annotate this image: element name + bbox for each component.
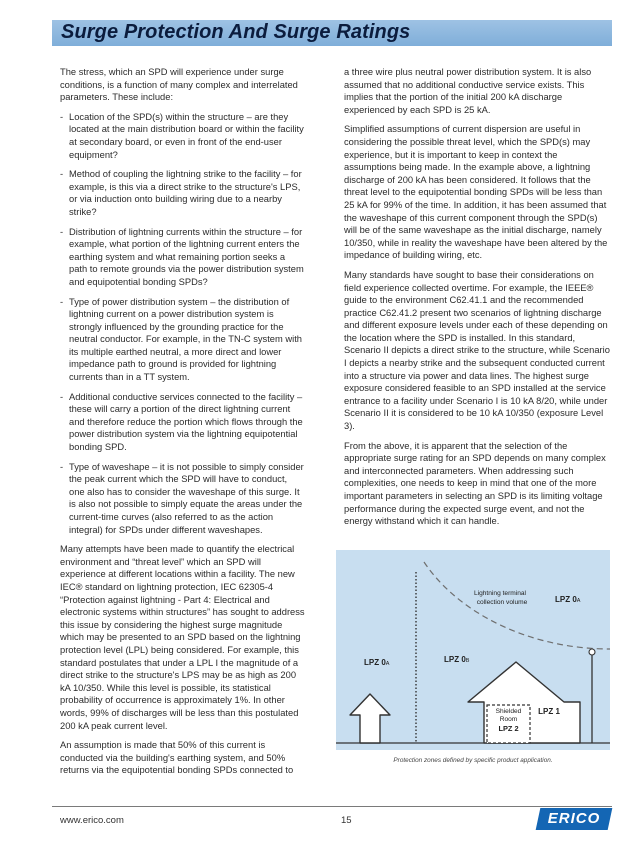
body-paragraph: Many standards have sought to base their considerations on field experience collected overtime. For example, the IEEE® guide to the environment C62.41.1 and the recommended practice C62.41.2 present two scenarios of lightning discharge and different exposure levels under each of these depending on the location where the SPD is installed. In this standard, Scenario II depicts a direct strike to the structure, while Scenario I depicts a nearby strike and the subsequent conducted current into a structure via power and data lines. The highest surge exposure considered feasible to an SPD installed at the service entrance to a facility under Scenario I is 10 kA 8/20, while under Scenario II it is considered to be 10 kA 10/350 (exposure Level 3). — [344, 269, 610, 432]
zone-label-0b-main: LPZ 0 — [444, 655, 466, 664]
terminal-label-line2: collection volume — [476, 599, 528, 606]
zone-label-0a-left-main: LPZ 0 — [364, 658, 386, 667]
list-item: - Distribution of lightning currents within the structure – for example, what portion of the lightning current enters the earthing system and what remaining portion seeks a path to remote grounds via the power distribution system and equipotential bonding SPDs? — [60, 226, 305, 289]
shielded-label-line1: Shielded — [495, 708, 522, 715]
right-column — [344, 66, 612, 535]
zone-label-0b-sub: B — [465, 658, 470, 664]
diagram-caption: Protection zones defined by specific product application. — [393, 757, 553, 764]
zone-label-lpz1: LPZ 1 — [538, 707, 560, 716]
intro-paragraph: The stress, which an SPD will experience under surge conditions, is a function of many complex and interrelated parameters. These include: — [60, 67, 298, 103]
zone-label-lpz2: LPZ 2 — [498, 724, 519, 733]
erico-logo — [538, 808, 610, 830]
page-number: 15 — [341, 815, 352, 826]
body-paragraph: a three wire plus neutral power distribution system. It is also assumed that no additional conductive service exists. This implies that the portion of the initial 200 kA discharge experienced by each SPD is 25 kA. — [344, 67, 592, 115]
list-item: - Location of the SPD(s) within the structure – are they located at the main distribution board or within the facility at secondary board, or even in front of the end-user equipment? — [60, 111, 305, 161]
footer-divider — [52, 806, 612, 807]
left-column — [60, 66, 305, 784]
body-paragraph: From the above, it is apparent that the selection of the appropriate surge rating for an SPD depends on many complex and interconnected parameters. When addressing such complexities, one needs to keep in mind that one of the more important parameters in selecting an SPD is its limiting voltage performance during the expected surge event, and not the energy withstand which it can handle. — [344, 440, 606, 527]
zone-label-0a-right-sub: A — [576, 598, 581, 604]
list-item: - Type of waveshape – it is not possible to simply consider the peak current which the SPD will have to conduct, one also has to consider the waveshape of this surge. It is also not possible to simply equate the areas under the current-time curves (also referred to as the action integral) for SPDs under different waveshapes. — [60, 461, 305, 537]
footer-url-link[interactable]: www.erico.com — [60, 815, 124, 826]
body-paragraph: An assumption is made that 50% of this current is conducted via the building's earthing system, and 50% returns via the equipotential bonding SPDs connected to — [60, 740, 294, 776]
list-item: - Additional conductive services connected to the facility – these will carry a portion of the direct lightning current and therefore reduce the portion which flows through the power distribution system via the lightning equipotential bonding SPD. — [60, 391, 305, 454]
body-paragraph: Simplified assumptions of current dispersion are useful in considering the possible threat level, which the SPD(s) may experience, but it is important to keep in context the assumptions being made. In the example above, a lightning discharge of 200 kA has been considered. It follows that the threat level to the equipotential bonding SPDs will be less than 25 kA for 99% of the time. In addition, it has been assumed that the waveshape of this current component through the SPD(s) will be of the same waveshape as the initial discharge, namely 10/350, while in reality the waveshape have been altered by the impedance of building wiring, etc. — [344, 124, 608, 261]
pole-terminal-icon — [589, 649, 595, 655]
title-bar — [52, 20, 612, 46]
zone-label-0a-right-main: LPZ 0 — [555, 595, 577, 604]
zone-label-0a-left-sub: A — [385, 661, 390, 667]
parameter-list — [60, 111, 305, 536]
shielded-label-line2: Room — [499, 716, 518, 723]
body-paragraph: Many attempts have been made to quantify the electrical environment and “threat level” which an SPD will experience at different locations within a facility. The new IEC® standard on lightning protection, IEC 62305-4 “Protection against lightning - Part 4: Electrical and electronic systems within structures” has sought to address this issue by considering the highest surge magnitude which may be presented to an SPD based on the lightning protection level (LPL) being considered. For example, this standard postulates that under a LPL I the magnitude of a direct strike to the structure's LPS may be as high as 200 kA 10/350. While this level is possible, its statistical probability of occurrence is approximately 1%. In other words, 99% of discharges will be less than this postulated 200 kA peak current level. — [60, 544, 305, 731]
logo-text: ERICO — [547, 810, 601, 827]
list-item: - Method of coupling the lightning strike to the facility – for example, is this via a direct strike to the structure's LPS, or via induction onto building wiring due to a nearby strike? — [60, 168, 305, 218]
list-item: - Type of power distribution system – the distribution of lightning current on a power distribution system is strongly influenced by the grounding practice for the neutral conductor. For example, in the TN-C system with its multiple earthed neutral, a more direct and lower impedance path to ground is provided for lightning currents than in a TT system. — [60, 296, 305, 384]
terminal-label-line1: Lightning terminal — [473, 590, 527, 597]
page-title: Surge Protection And Surge Ratings — [61, 21, 411, 43]
lightning-protection-zones-diagram — [336, 550, 610, 750]
